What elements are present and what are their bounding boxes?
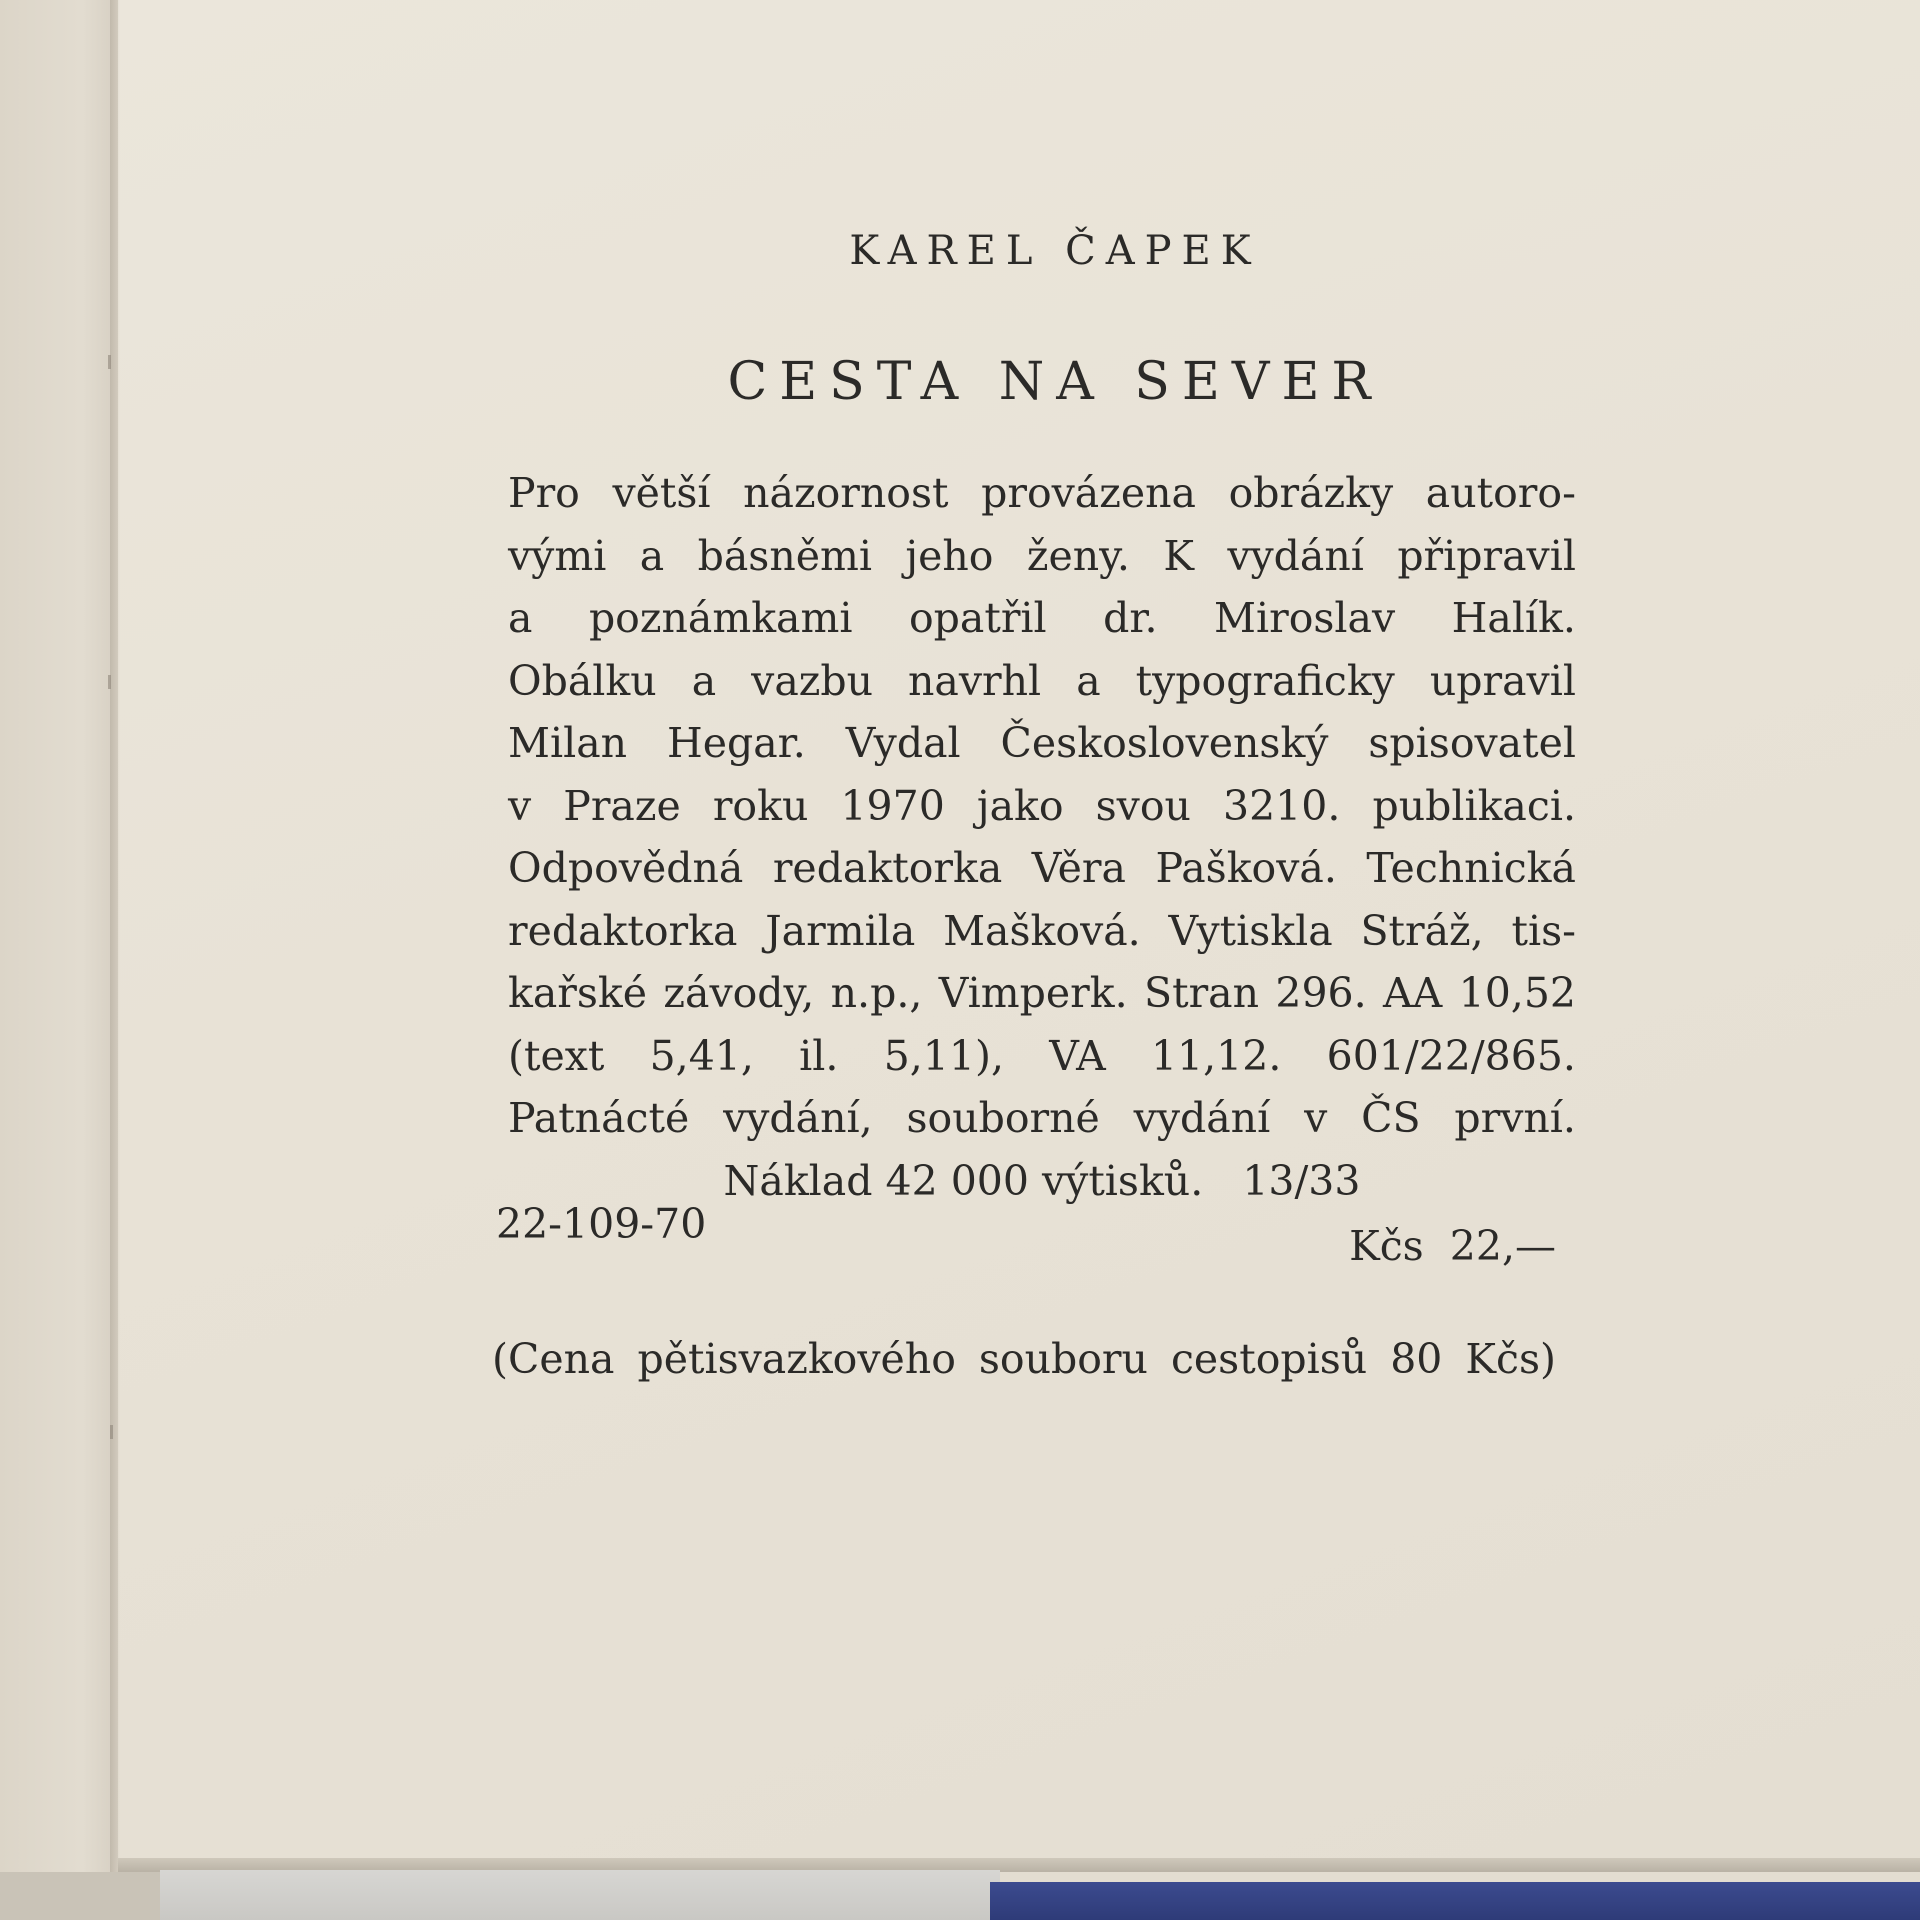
word: první. bbox=[1454, 1094, 1576, 1142]
author-name: KAREL ČAPEK bbox=[849, 228, 1261, 274]
word: provázena bbox=[981, 469, 1196, 517]
cover-edge-left bbox=[0, 1872, 165, 1920]
word: K bbox=[1163, 531, 1194, 580]
word: navrhl bbox=[908, 656, 1042, 705]
code-price-row bbox=[496, 1200, 1556, 1280]
word: VA bbox=[1049, 1031, 1106, 1080]
word: Vimperk. bbox=[938, 969, 1128, 1017]
colophon-line bbox=[508, 1025, 1576, 1088]
word: 80 bbox=[1390, 1335, 1443, 1383]
word: vazbu bbox=[751, 656, 874, 705]
word: souborné bbox=[906, 1094, 1100, 1142]
word: 3210. bbox=[1223, 781, 1341, 830]
word: AA bbox=[1383, 969, 1443, 1017]
word: n.p., bbox=[830, 969, 923, 1017]
word: Patnácté bbox=[508, 1094, 690, 1142]
word: cestopisů bbox=[1170, 1335, 1368, 1383]
word: vými bbox=[508, 531, 607, 580]
paper-speck bbox=[108, 675, 111, 689]
word: Miroslav bbox=[1214, 594, 1396, 642]
word: publikaci. bbox=[1372, 781, 1576, 830]
cover-edge-white bbox=[160, 1870, 1000, 1920]
word: pětisvazkového bbox=[637, 1335, 956, 1383]
word: spisovatel bbox=[1368, 719, 1576, 767]
word: 5,11), bbox=[883, 1031, 1005, 1080]
word: Hegar. bbox=[666, 719, 806, 767]
set-price-note bbox=[492, 1335, 1556, 1383]
book-title: CESTA NA SEVER bbox=[727, 352, 1383, 412]
price: Kčs 22,— bbox=[1349, 1222, 1556, 1270]
word: Technická bbox=[1366, 844, 1576, 892]
word: autoro- bbox=[1425, 469, 1576, 517]
word: redaktorka bbox=[508, 906, 738, 955]
word: připravil bbox=[1397, 531, 1576, 580]
word: Vydal bbox=[845, 719, 961, 767]
word: Milan bbox=[508, 719, 628, 767]
word: redaktorka bbox=[772, 844, 1003, 892]
word: poznámkami bbox=[588, 594, 853, 642]
colophon-line bbox=[508, 525, 1576, 588]
word: 5,41, bbox=[649, 1031, 754, 1080]
word: upravil bbox=[1429, 656, 1576, 705]
word: 1970 bbox=[840, 781, 945, 830]
colophon-line bbox=[508, 712, 1576, 775]
word: a bbox=[691, 656, 717, 705]
word: Jarmila bbox=[765, 906, 916, 955]
print-run: Náklad 42 000 výtisků. 13/33 bbox=[723, 1156, 1361, 1205]
word: vydání, bbox=[723, 1094, 873, 1142]
page-gutter bbox=[110, 0, 120, 1920]
word: dr. bbox=[1103, 594, 1158, 642]
word: Pro bbox=[508, 469, 580, 517]
word: Praze bbox=[563, 781, 681, 830]
word: a bbox=[508, 594, 533, 642]
word: Stran bbox=[1144, 969, 1260, 1017]
word: kařské bbox=[508, 969, 648, 1017]
word: 10,52 bbox=[1458, 969, 1576, 1017]
word: Vytiskla bbox=[1168, 906, 1333, 955]
word: 296. bbox=[1275, 969, 1367, 1017]
word: Pašková. bbox=[1155, 844, 1337, 892]
word: 601/22/865. bbox=[1326, 1031, 1576, 1080]
word: názornost bbox=[743, 469, 949, 517]
word: větší bbox=[612, 469, 711, 517]
word: Československý bbox=[1000, 719, 1329, 767]
word: tis- bbox=[1511, 906, 1576, 955]
word: Odpovědná bbox=[508, 844, 744, 892]
word: Věra bbox=[1031, 844, 1126, 892]
word: básněmi bbox=[697, 531, 872, 580]
word: Mašková. bbox=[943, 906, 1141, 955]
colophon-line bbox=[508, 650, 1576, 713]
word: il. bbox=[799, 1031, 839, 1080]
word: vydání bbox=[1227, 531, 1364, 580]
colophon-line bbox=[508, 587, 1576, 650]
colophon-line bbox=[508, 962, 1576, 1025]
word: svou bbox=[1095, 781, 1191, 830]
cover-edge-blue bbox=[990, 1882, 1920, 1920]
word: Halík. bbox=[1451, 594, 1576, 642]
colophon-line bbox=[508, 775, 1576, 838]
word: a bbox=[639, 531, 665, 580]
colophon-line bbox=[508, 837, 1576, 900]
word: obrázky bbox=[1228, 469, 1394, 517]
paper-speck bbox=[110, 1425, 113, 1439]
word: typograficky bbox=[1135, 656, 1395, 705]
word: v bbox=[508, 781, 532, 830]
word: vydání bbox=[1133, 1094, 1271, 1142]
colophon-line bbox=[508, 462, 1576, 525]
word: roku bbox=[712, 781, 809, 830]
word: jako bbox=[976, 781, 1064, 830]
colophon-line bbox=[508, 1087, 1576, 1150]
word: a bbox=[1076, 656, 1101, 705]
word: Stráž, bbox=[1360, 906, 1484, 955]
colophon-text bbox=[508, 462, 1576, 1212]
adjacent-page bbox=[0, 0, 118, 1920]
publication-code: 22-109-70 bbox=[496, 1200, 707, 1248]
colophon-line bbox=[508, 900, 1576, 963]
word: 11,12. bbox=[1150, 1031, 1282, 1080]
word: souboru bbox=[978, 1335, 1148, 1383]
word: (text bbox=[508, 1031, 605, 1080]
word: ČS bbox=[1361, 1094, 1421, 1142]
word: v bbox=[1304, 1094, 1328, 1142]
word: Kčs) bbox=[1465, 1335, 1556, 1383]
word: opatřil bbox=[908, 594, 1047, 642]
word: závody, bbox=[663, 969, 815, 1017]
word: Obálku bbox=[508, 656, 657, 705]
word: jeho bbox=[905, 531, 994, 580]
word: (Cena bbox=[492, 1335, 615, 1383]
word: ženy. bbox=[1026, 531, 1130, 580]
